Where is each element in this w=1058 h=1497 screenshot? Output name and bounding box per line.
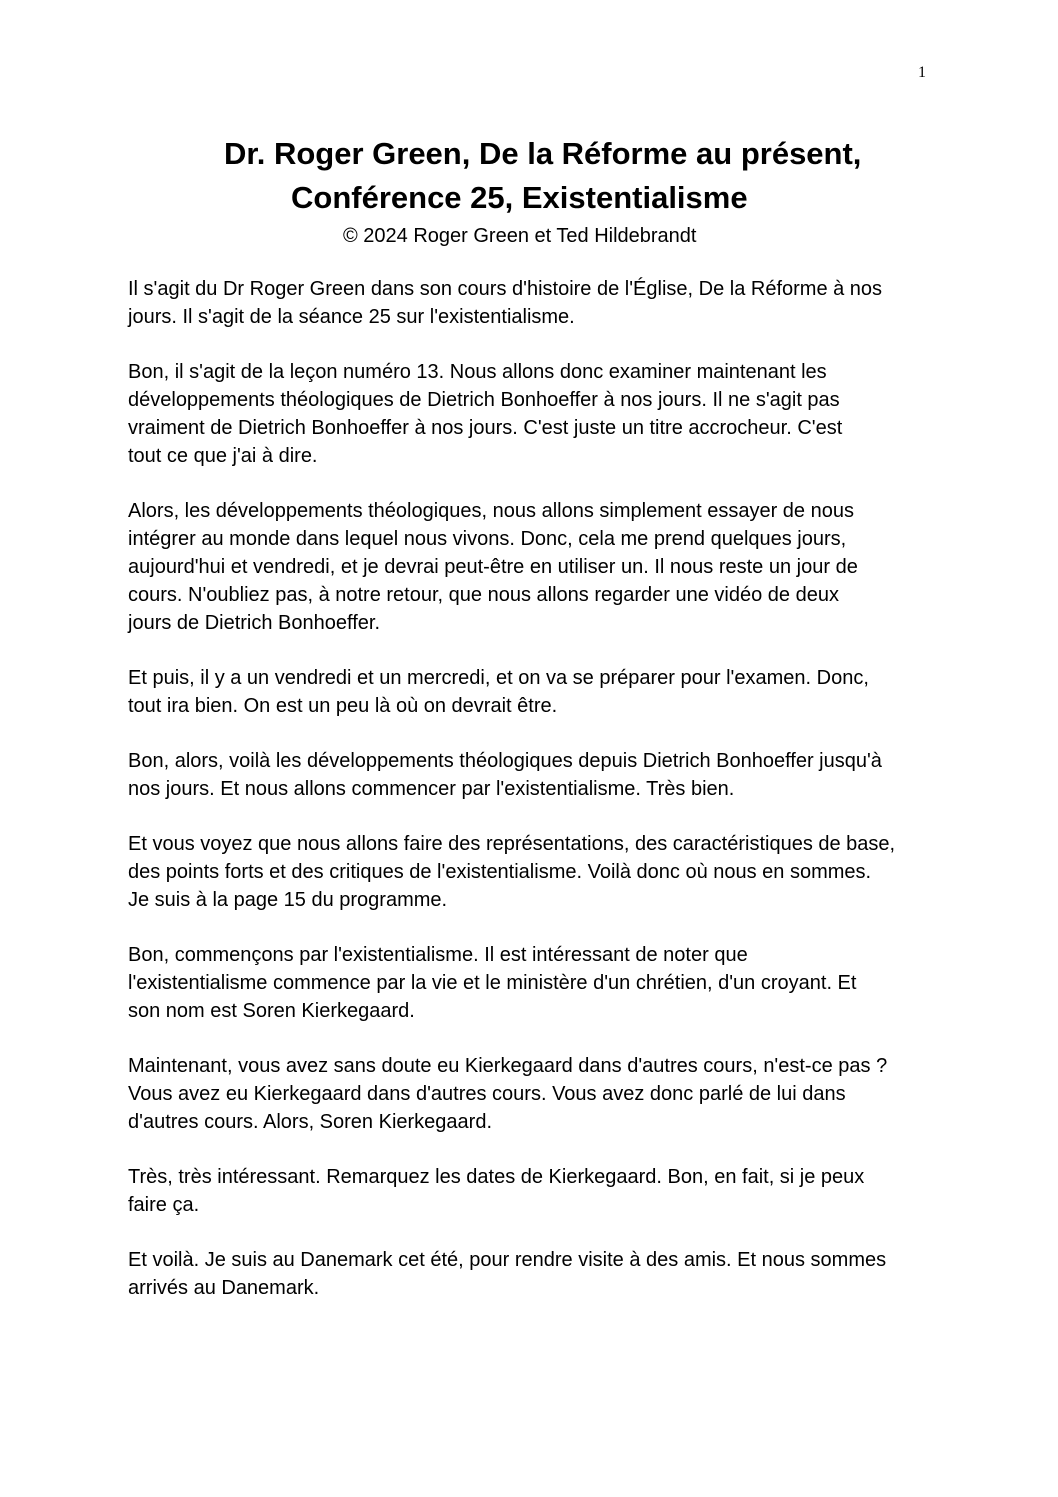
paragraph — [128, 358, 940, 470]
paragraph-line: cours. N'oubliez pas, à notre retour, que nous allons regarder une vidéo de deux — [128, 584, 839, 606]
document-title-line-2: Conférence 25, Existentialisme — [291, 180, 748, 215]
paragraph-line: tout ira bien. On est un peu là où on devrait être. — [128, 695, 558, 717]
paragraph-line: arrivés au Danemark. — [128, 1277, 320, 1299]
paragraph-line: développements théologiques de Dietrich Bonhoeffer à nos jours. Il ne s'agit pas — [128, 389, 840, 411]
paragraph-line: des points forts et des critiques de l'existentialisme. Voilà donc où nous en sommes. — [128, 861, 872, 883]
paragraph-line: Je suis à la page 15 du programme. — [128, 889, 448, 911]
page-number: 1 — [918, 64, 926, 81]
paragraph — [128, 747, 940, 803]
paragraph-line: Maintenant, vous avez sans doute eu Kierkegaard dans d'autres cours, n'est-ce pas ? — [128, 1055, 888, 1077]
paragraph-line: faire ça. — [128, 1194, 200, 1216]
paragraph-line: son nom est Soren Kierkegaard. — [128, 1000, 415, 1022]
paragraph-line: tout ce que j'ai à dire. — [128, 445, 318, 467]
paragraph-line: Bon, alors, voilà les développements théologiques depuis Dietrich Bonhoeffer jusqu'à — [128, 750, 882, 772]
paragraph-line: aujourd'hui et vendredi, et je devrai peut-être en utiliser un. Il nous reste un jour de — [128, 556, 858, 578]
paragraph-line: d'autres cours. Alors, Soren Kierkegaard. — [128, 1111, 493, 1133]
paragraph-line: Et vous voyez que nous allons faire des représentations, des caractéristiques de base, — [128, 833, 896, 855]
paragraph-line: intégrer au monde dans lequel nous vivons. Donc, cela me prend quelques jours, — [128, 528, 847, 550]
paragraph — [128, 1163, 940, 1219]
paragraph — [128, 664, 940, 720]
paragraph — [128, 941, 940, 1025]
paragraph — [128, 830, 940, 914]
paragraph-line: Et voilà. Je suis au Danemark cet été, pour rendre visite à des amis. Et nous sommes — [128, 1249, 887, 1271]
paragraph-line: Et puis, il y a un vendredi et un mercredi, et on va se préparer pour l'examen. Donc, — [128, 667, 869, 689]
paragraph-line: vraiment de Dietrich Bonhoeffer à nos jours. C'est juste un titre accrocheur. C'est — [128, 417, 843, 439]
paragraph — [128, 275, 940, 331]
paragraph-line: Bon, commençons par l'existentialisme. Il est intéressant de noter que — [128, 944, 748, 966]
paragraph-line: jours. Il s'agit de la séance 25 sur l'existentialisme. — [128, 306, 575, 328]
paragraph-line: Il s'agit du Dr Roger Green dans son cours d'histoire de l'Église, De la Réforme à nos — [128, 278, 883, 300]
paragraph-line: Bon, il s'agit de la leçon numéro 13. Nous allons donc examiner maintenant les — [128, 361, 827, 383]
paragraph — [128, 1246, 940, 1302]
copyright-notice: © 2024 Roger Green et Ted Hildebrandt — [343, 225, 697, 247]
paragraph-line: l'existentialisme commence par la vie et le ministère d'un chrétien, d'un croyant. Et — [128, 972, 857, 994]
document-body — [128, 275, 940, 1329]
paragraph — [128, 497, 940, 637]
paragraph-line: jours de Dietrich Bonhoeffer. — [128, 612, 381, 634]
paragraph-line: Alors, les développements théologiques, nous allons simplement essayer de nous — [128, 500, 854, 522]
paragraph — [128, 1052, 940, 1136]
document-title-line-1: Dr. Roger Green, De la Réforme au présent, — [224, 136, 862, 171]
paragraph-line: nos jours. Et nous allons commencer par l'existentialisme. Très bien. — [128, 778, 735, 800]
paragraph-line: Vous avez eu Kierkegaard dans d'autres cours. Vous avez donc parlé de lui dans — [128, 1083, 846, 1105]
paragraph-line: Très, très intéressant. Remarquez les dates de Kierkegaard. Bon, en fait, si je peux — [128, 1166, 865, 1188]
